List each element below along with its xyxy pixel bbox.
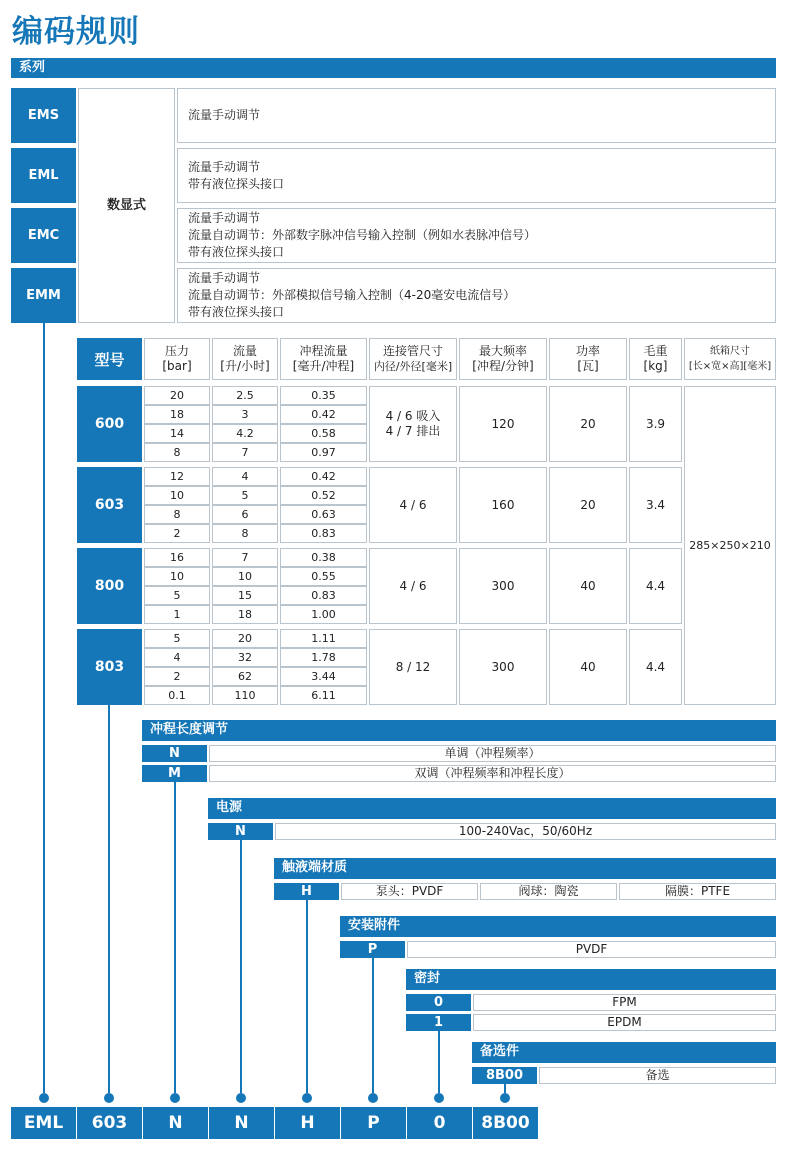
material-heading: 触液端材质	[274, 858, 776, 879]
tube-size-line: 4 / 6 吸入	[385, 409, 441, 423]
connector-dot	[170, 1093, 180, 1103]
pressure-cell: 2	[144, 667, 210, 686]
fitting-desc-p: PVDF	[407, 941, 776, 958]
stroke-volume-cell: 0.83	[280, 586, 367, 605]
fitting-code-p: P	[340, 941, 405, 958]
flow-cell: 15	[212, 586, 278, 605]
stroke-volume-cell: 0.42	[280, 467, 367, 486]
weight-cell: 3.9	[629, 386, 682, 462]
stroke-desc-n: 单调（冲程频率）	[209, 745, 776, 762]
header-stroke-volume	[280, 338, 367, 380]
series-desc-line: 流量自动调节：外部数字脉冲信号输入控制（例如水表脉冲信号）	[188, 228, 537, 242]
connector-line	[174, 782, 176, 1093]
tube-size-line: 4 / 6	[399, 497, 427, 512]
flow-cell: 2.5	[212, 386, 278, 405]
connector-line	[372, 957, 374, 1093]
example-code-seal: 0	[407, 1107, 472, 1139]
pressure-cell: 1	[144, 605, 210, 624]
max-frequency-cell: 160	[459, 467, 547, 543]
flow-cell: 7	[212, 443, 278, 462]
pressure-cell: 2	[144, 524, 210, 543]
pressure-cell: 5	[144, 586, 210, 605]
stroke-volume-cell: 0.83	[280, 524, 367, 543]
header-text: 最大频率	[478, 344, 527, 358]
header-text: 压力	[164, 344, 189, 358]
series-desc-line: 流量自动调节：外部模拟信号输入控制（4-20毫安电流信号）	[188, 288, 516, 302]
tube-size-line: 4 / 7 排出	[385, 424, 441, 438]
stroke-volume-cell: 0.63	[280, 505, 367, 524]
stroke-volume-cell: 0.42	[280, 405, 367, 424]
tube-size-cell	[369, 467, 457, 543]
series-desc-emm	[177, 268, 776, 323]
series-heading: 系列	[11, 58, 776, 78]
connector-dot	[368, 1093, 378, 1103]
pressure-cell: 4	[144, 648, 210, 667]
power-heading: 电源	[208, 798, 776, 819]
header-model: 型号	[77, 338, 142, 380]
connector-dot	[39, 1093, 49, 1103]
power-cell: 40	[549, 548, 627, 624]
box-size-value: 285×250×210	[684, 386, 776, 705]
flow-cell: 8	[212, 524, 278, 543]
connector-line	[504, 1083, 506, 1093]
connector-line	[43, 323, 45, 1093]
header-pressure	[144, 338, 210, 380]
stroke-code-n: N	[142, 745, 207, 762]
weight-cell: 4.4	[629, 548, 682, 624]
tube-size-line: 8 / 12	[395, 659, 431, 674]
header-unit: [长×宽×高][毫米]	[688, 361, 772, 372]
header-unit: [升/小时]	[220, 359, 270, 373]
max-frequency-cell: 300	[459, 548, 547, 624]
stroke-volume-cell: 0.97	[280, 443, 367, 462]
page-title: 编码规则	[12, 14, 140, 50]
power-cell: 20	[549, 467, 627, 543]
spare-heading: 备选件	[472, 1042, 776, 1063]
header-unit: [冲程/分钟]	[472, 359, 534, 373]
flow-cell: 18	[212, 605, 278, 624]
flow-cell: 6	[212, 505, 278, 524]
header-text: 流量	[232, 344, 257, 358]
flow-cell: 110	[212, 686, 278, 705]
series-desc-emc	[177, 208, 776, 263]
material-diaphragm: 隔膜：PTFE	[619, 883, 776, 900]
stroke-volume-cell: 1.78	[280, 648, 367, 667]
series-desc-line: 带有液位探头接口	[188, 305, 285, 319]
pressure-cell: 5	[144, 629, 210, 648]
stroke-volume-cell: 0.52	[280, 486, 367, 505]
header-flow	[212, 338, 278, 380]
series-desc-line: 带有液位探头接口	[188, 176, 285, 191]
pressure-cell: 0.1	[144, 686, 210, 705]
tube-size-line: 4 / 6	[399, 578, 427, 593]
connector-dot	[236, 1093, 246, 1103]
max-frequency-cell: 120	[459, 386, 547, 462]
tube-size-cell	[369, 629, 457, 705]
connector-dot	[302, 1093, 312, 1103]
stroke-volume-cell: 3.44	[280, 667, 367, 686]
model-code: 603	[77, 467, 142, 543]
pressure-cell: 20	[144, 386, 210, 405]
flow-cell: 62	[212, 667, 278, 686]
connector-dot	[434, 1093, 444, 1103]
model-code: 600	[77, 386, 142, 462]
material-code-h: H	[274, 883, 339, 900]
stroke-volume-cell: 1.00	[280, 605, 367, 624]
stroke-volume-cell: 6.11	[280, 686, 367, 705]
stroke-desc-m: 双调（冲程频率和冲程长度）	[209, 765, 776, 782]
model-code: 803	[77, 629, 142, 705]
stroke-heading: 冲程长度调节	[142, 720, 776, 741]
series-desc-line: 带有液位探头接口	[188, 245, 285, 259]
example-code-stroke: N	[143, 1107, 208, 1139]
series-desc-line: 流量手动调节	[188, 271, 261, 285]
series-code-eml: EML	[11, 148, 76, 203]
example-code-fitting: P	[341, 1107, 406, 1139]
series-group-label: 数显式	[78, 88, 175, 323]
flow-cell: 4.2	[212, 424, 278, 443]
stroke-volume-cell: 0.38	[280, 548, 367, 567]
header-text: 连接管尺寸	[382, 344, 443, 358]
header-unit: [瓦]	[577, 359, 599, 373]
flow-cell: 20	[212, 629, 278, 648]
example-code-model: 603	[77, 1107, 142, 1139]
power-cell: 40	[549, 629, 627, 705]
connector-line	[438, 1030, 440, 1093]
flow-cell: 3	[212, 405, 278, 424]
power-code-n: N	[208, 823, 273, 840]
header-text: 冲程流量	[299, 344, 348, 358]
header-unit: [bar]	[162, 359, 192, 373]
pressure-cell: 8	[144, 505, 210, 524]
flow-cell: 10	[212, 567, 278, 586]
example-code-power: N	[209, 1107, 274, 1139]
weight-cell: 3.4	[629, 467, 682, 543]
material-pump-head: 泵头：PVDF	[341, 883, 478, 900]
header-box-size	[684, 338, 776, 380]
flow-cell: 5	[212, 486, 278, 505]
header-weight	[629, 338, 682, 380]
header-max-frequency	[459, 338, 547, 380]
seal-code-1: 1	[406, 1014, 471, 1031]
connector-line	[306, 899, 308, 1093]
header-text: 功率	[575, 344, 600, 358]
series-desc-ems	[177, 88, 776, 143]
series-desc-eml	[177, 148, 776, 203]
header-unit: 内径/外径[毫米]	[373, 360, 453, 373]
pressure-cell: 18	[144, 405, 210, 424]
spare-code-8b00: 8B00	[472, 1067, 537, 1084]
connector-line	[240, 839, 242, 1093]
stroke-volume-cell: 0.35	[280, 386, 367, 405]
connector-dot	[104, 1093, 114, 1103]
header-power	[549, 338, 627, 380]
pressure-cell: 12	[144, 467, 210, 486]
series-desc-line: 流量手动调节	[188, 108, 261, 122]
series-desc-line: 流量手动调节	[188, 211, 261, 225]
pressure-cell: 10	[144, 567, 210, 586]
pressure-cell: 16	[144, 548, 210, 567]
stroke-volume-cell: 1.11	[280, 629, 367, 648]
stroke-volume-cell: 0.58	[280, 424, 367, 443]
spare-desc-8b00: 备选	[539, 1067, 776, 1084]
seal-desc-0: FPM	[473, 994, 776, 1011]
stroke-code-m: M	[142, 765, 207, 782]
example-code-series: EML	[11, 1107, 76, 1139]
example-code-spare: 8B00	[473, 1107, 538, 1139]
seal-heading: 密封	[406, 969, 776, 990]
flow-cell: 4	[212, 467, 278, 486]
weight-cell: 4.4	[629, 629, 682, 705]
model-code: 800	[77, 548, 142, 624]
max-frequency-cell: 300	[459, 629, 547, 705]
header-unit: [毫升/冲程]	[292, 359, 355, 373]
connector-line	[108, 705, 110, 1093]
connector-dot	[500, 1093, 510, 1103]
pressure-cell: 14	[144, 424, 210, 443]
seal-desc-1: EPDM	[473, 1014, 776, 1031]
material-valve-ball: 阀球：陶瓷	[480, 883, 617, 900]
header-tube-size	[369, 338, 457, 380]
series-desc-line: 流量手动调节	[188, 159, 261, 174]
pressure-cell: 10	[144, 486, 210, 505]
series-code-ems: EMS	[11, 88, 76, 143]
fitting-heading: 安装附件	[340, 916, 776, 937]
series-code-emm: EMM	[11, 268, 76, 323]
tube-size-cell	[369, 386, 457, 462]
header-text: 毛重	[643, 344, 668, 358]
example-code-material: H	[275, 1107, 340, 1139]
flow-cell: 32	[212, 648, 278, 667]
series-code-emc: EMC	[11, 208, 76, 263]
pressure-cell: 8	[144, 443, 210, 462]
power-desc-n: 100-240Vac，50/60Hz	[275, 823, 776, 840]
header-text: 纸箱尺寸	[710, 346, 750, 357]
flow-cell: 7	[212, 548, 278, 567]
power-cell: 20	[549, 386, 627, 462]
seal-code-0: 0	[406, 994, 471, 1011]
header-unit: [kg]	[643, 359, 668, 373]
stroke-volume-cell: 0.55	[280, 567, 367, 586]
tube-size-cell	[369, 548, 457, 624]
